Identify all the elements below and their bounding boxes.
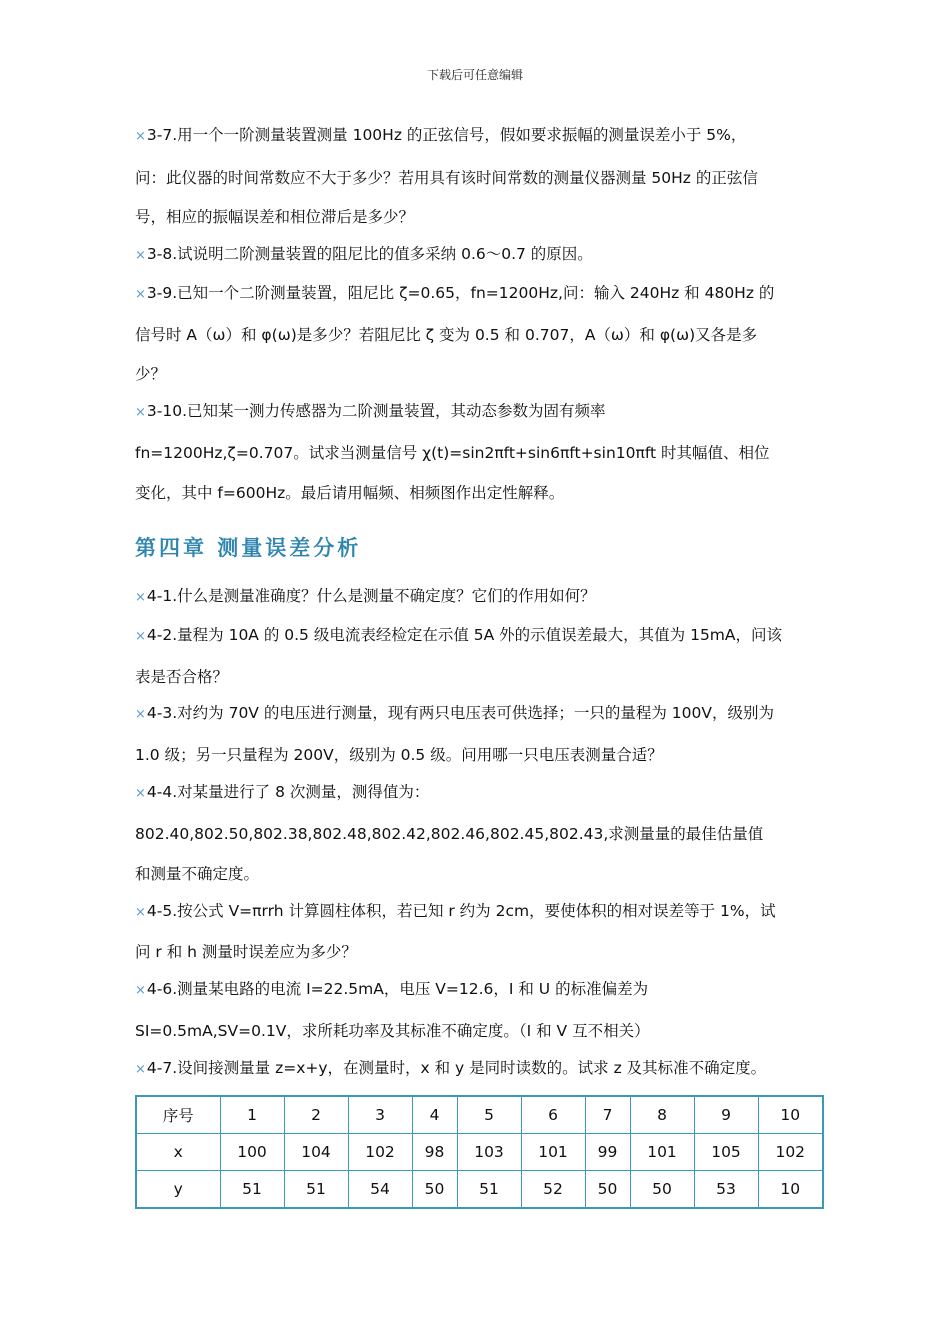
table-cell: 6 [521,1096,585,1134]
problem-line [135,283,774,305]
table-cell: 102 [348,1134,412,1171]
problem-text: 3-10.已知某一测力传感器为二阶测量装置，其动态参数为固有频率 [146,402,606,420]
problem-text: 和测量不确定度。 [135,865,260,883]
cross-mark-icon: × [135,405,146,420]
table-cell: 3 [348,1096,412,1134]
table-cell: 53 [694,1171,758,1209]
table-row [136,1096,823,1134]
problem-text: 4-6.测量某电路的电流 I=22.5mA，电压 V=12.6，I 和 U 的标准偏差为 [146,980,649,998]
problem-line [135,586,596,608]
table-cell: 105 [694,1134,758,1171]
table-cell: 5 [457,1096,521,1134]
table-cell: x [136,1134,220,1171]
table-cell: 50 [585,1171,630,1209]
problem-line [135,667,228,687]
problem-text: 3-7.用一个一阶测量装置测量 100Hz 的正弦信号，假如要求振幅的测量误差小于 5%， [146,126,747,144]
problem-text: 少？ [135,365,167,383]
cross-mark-icon: × [135,287,146,302]
problem-text: 号，相应的振幅误差和相位滞后是多少？ [135,208,415,226]
table-cell: 50 [630,1171,694,1209]
problem-line [135,824,763,844]
problem-line [135,125,746,147]
problem-line [135,979,648,1001]
problem-text: 信号时 A（ω）和 φ(ω)是多少？若阻尼比 ζ 变为 0.5 和 0.707，A（ω）和 φ(ω)又各是多 [135,326,758,344]
table-cell: 52 [521,1171,585,1209]
table-cell: 102 [758,1134,823,1171]
problem-line [135,625,782,647]
problem-line [135,782,429,804]
cross-mark-icon: × [135,629,146,644]
problem-text: 3-8.试说明二阶测量装置的阻尼比的值多采纳 0.6～0.7 的原因。 [146,245,593,263]
problem-text: 4-5.按公式 V=πrrh 计算圆柱体积，若已知 r 约为 2cm，要使体积的相对误差等于 1%，试 [146,902,776,920]
cross-mark-icon: × [135,983,146,998]
problem-line [135,703,774,725]
cross-mark-icon: × [135,248,146,263]
cross-mark-icon: × [135,905,146,920]
problem-text: 4-2.量程为 10A 的 0.5 级电流表经检定在示值 5A 外的示值误差最大，其值为 15mA，问该 [146,626,783,644]
problem-line [135,325,757,345]
page-header: 下载后可任意编辑 [426,68,523,82]
table-cell: 4 [412,1096,457,1134]
table-cell: 103 [457,1134,521,1171]
table-cell: 101 [630,1134,694,1171]
table-row [136,1171,823,1209]
table-cell: 101 [521,1134,585,1171]
problem-line [135,244,593,266]
problem-text: 4-4.对某量进行了 8 次测量，测得值为： [146,783,430,801]
measurement-table [135,1095,824,1209]
cross-mark-icon: × [135,707,146,722]
chapter-title: 第四章 测量误差分析 [135,536,362,560]
table-cell: y [136,1171,220,1209]
problem-text: 1.0 级；另一只量程为 200V，级别为 0.5 级。问用哪一只电压表测量合适？ [135,746,663,764]
problem-text: fn=1200Hz,ζ=0.707。试求当测量信号 χ(t)=sin2πft+sin6πft+sin10πft 时其幅值、相位 [135,444,770,462]
table-cell: 99 [585,1134,630,1171]
table-cell: 51 [220,1171,284,1209]
table-cell: 9 [694,1096,758,1134]
problem-line [135,207,414,227]
table-cell: 51 [284,1171,348,1209]
cross-mark-icon: × [135,786,146,801]
problem-line [135,401,606,423]
table-row [136,1134,823,1171]
table-cell: 100 [220,1134,284,1171]
table-cell: 序号 [136,1096,220,1134]
table-cell: 10 [758,1096,823,1134]
table-cell: 98 [412,1134,457,1171]
problem-line [135,1021,650,1041]
problem-line [135,942,357,962]
problem-text: 问 r 和 h 测量时误差应为多少？ [135,943,357,961]
table-cell: 7 [585,1096,630,1134]
problem-line [135,864,259,884]
table-cell: 51 [457,1171,521,1209]
problem-line [135,483,564,503]
problem-text: 表是否合格？ [135,668,229,686]
cross-mark-icon: × [135,590,146,605]
table-cell: 2 [284,1096,348,1134]
table-cell: 8 [630,1096,694,1134]
problem-line [135,443,770,463]
problem-text: 变化，其中 f=600Hz。最后请用幅频、相频图作出定性解释。 [135,484,565,502]
table-cell: 104 [284,1134,348,1171]
problem-line [135,364,166,384]
cross-mark-icon: × [135,129,146,144]
table-cell: 54 [348,1171,412,1209]
table-cell: 10 [758,1171,823,1209]
problem-text: 问：此仪器的时间常数应不大于多少？若用具有该时间常数的测量仪器测量 50Hz 的正弦信 [135,169,758,187]
problem-text: SI=0.5mA,SV=0.1V，求所耗功率及其标准不确定度。（I 和 V 互不相关） [135,1022,650,1040]
cross-mark-icon: × [135,1062,146,1077]
problem-line [135,168,758,188]
table-cell: 50 [412,1171,457,1209]
problem-text: 802.40,802.50,802.38,802.48,802.42,802.46,802.45,802.43,求测量量的最佳估量值 [135,825,764,843]
problem-line [135,745,663,765]
problem-text: 4-7.设间接测量量 z=x+y，在测量时，x 和 y 是同时读数的。试求 z 及其标准不确定度。 [146,1059,767,1077]
problem-text: 3-9.已知一个二阶测量装置，阻尼比 ζ=0.65，fn=1200Hz,问：输入 240Hz 和 480Hz 的 [146,284,775,302]
problem-text: 4-3.对约为 70V 的电压进行测量，现有两只电压表可供选择；一只的量程为 100V，级别为 [146,704,774,722]
problem-line [135,1058,766,1080]
problem-line [135,901,776,923]
table-cell: 1 [220,1096,284,1134]
problem-text: 4-1.什么是测量准确度？什么是测量不确定度？它们的作用如何？ [146,587,596,605]
